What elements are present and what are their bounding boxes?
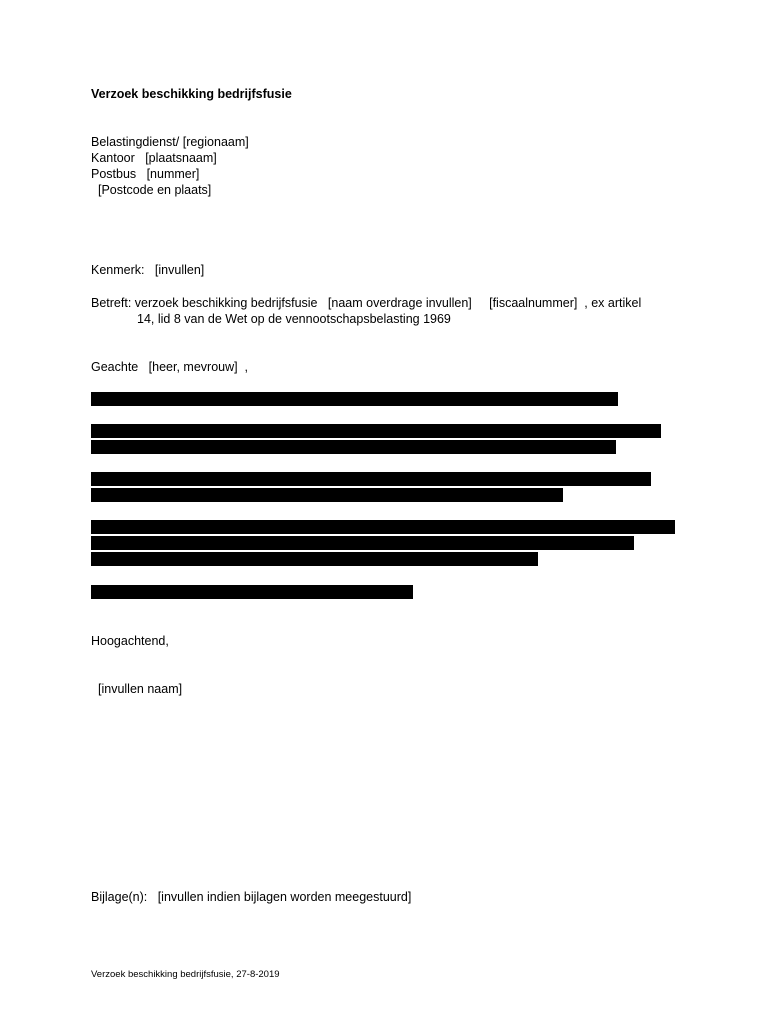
page-footer: Verzoek beschikking bedrijfsfusie, 27-8-2019: [91, 969, 280, 980]
redacted-line: [91, 585, 413, 599]
reference-line: Kenmerk: [invullen]: [91, 263, 205, 277]
redacted-line: [91, 392, 618, 406]
subject-line-2: 14, lid 8 van de Wet op de vennootschapsbelasting 1969: [137, 312, 451, 326]
attachments-line: Bijlage(n): [invullen indien bijlagen worden meegestuurd]: [91, 890, 412, 904]
redacted-line: [91, 440, 616, 454]
signature-name: [invullen naam]: [98, 682, 183, 696]
address-line-4: [Postcode en plaats]: [98, 183, 212, 197]
subject-line-1: Betreft: verzoek beschikking bedrijfsfusie [naam overdrage invullen] [fiscaalnummer] , ex artikel: [91, 296, 642, 310]
redacted-line: [91, 424, 661, 438]
closing: Hoogachtend,: [91, 634, 169, 648]
redacted-line: [91, 552, 538, 566]
address-line-1: Belastingdienst/ [regionaam]: [91, 135, 249, 149]
redacted-line: [91, 520, 675, 534]
address-line-3: Postbus [nummer]: [91, 167, 200, 181]
redacted-line: [91, 472, 651, 486]
redacted-line: [91, 536, 634, 550]
address-line-2: Kantoor [plaatsnaam]: [91, 151, 217, 165]
document-title: Verzoek beschikking bedrijfsfusie: [91, 87, 292, 101]
salutation: Geachte [heer, mevrouw] ,: [91, 360, 249, 374]
redacted-line: [91, 488, 563, 502]
